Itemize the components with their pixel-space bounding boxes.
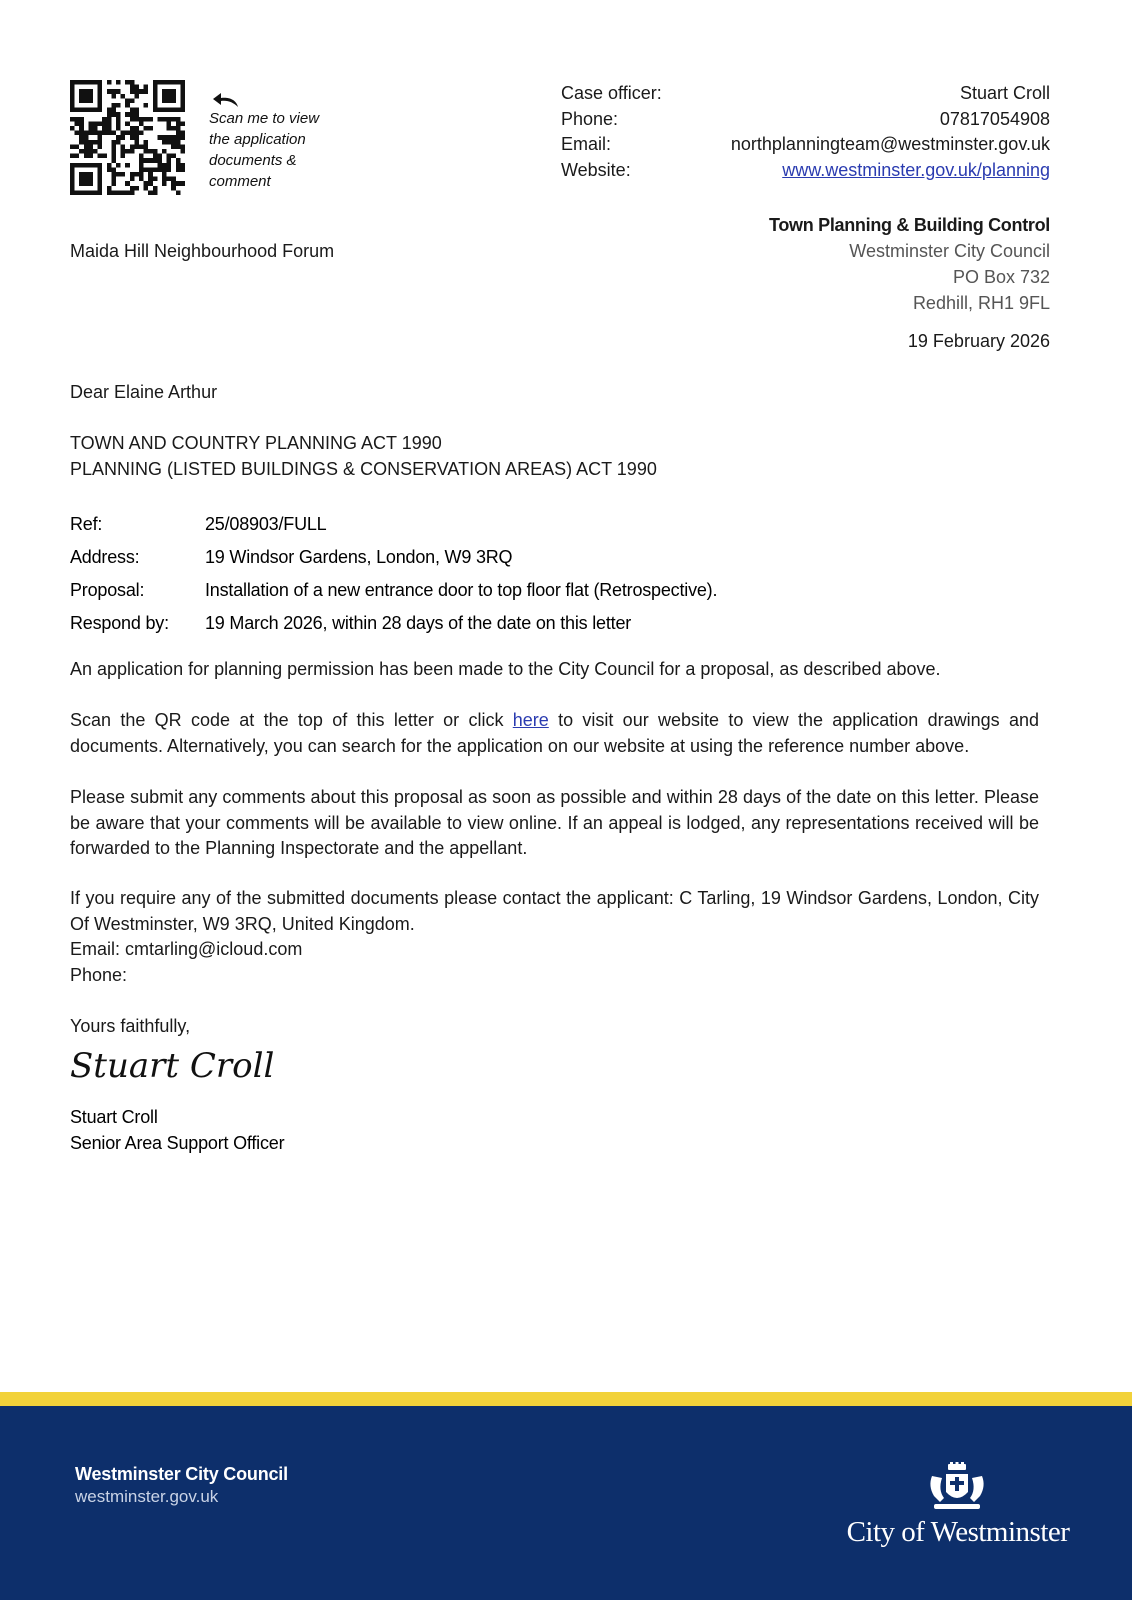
signer-block bbox=[70, 1104, 284, 1156]
letter-date: 19 February 2026 bbox=[907, 331, 1050, 351]
address-line: PO Box 732 bbox=[952, 267, 1050, 287]
department-title: Town Planning & Building Control bbox=[768, 215, 1050, 235]
detail-row-address bbox=[70, 541, 1050, 574]
footer-brand-wordmark: City of Westminster bbox=[846, 1516, 1070, 1548]
detail-value: 19 March 2026, within 28 days of the date on this letter bbox=[205, 613, 632, 633]
paragraph-text: Scan the QR code at the top of this letter or click bbox=[70, 710, 513, 730]
here-link[interactable]: here bbox=[512, 710, 549, 730]
signer-name: Stuart Croll bbox=[70, 1107, 158, 1127]
recipient: Maida Hill Neighbourhood Forum bbox=[70, 241, 335, 261]
act-line: TOWN AND COUNTRY PLANNING ACT 1990 bbox=[70, 433, 442, 453]
detail-value: Installation of a new entrance door to top floor flat (Retrospective). bbox=[205, 580, 718, 600]
qr-code[interactable] bbox=[70, 80, 185, 195]
qr-caption-line: the application bbox=[209, 131, 306, 148]
paragraph-applicant bbox=[70, 886, 1039, 988]
signature: Stuart Croll bbox=[70, 1046, 275, 1086]
signer-title: Senior Area Support Officer bbox=[70, 1133, 285, 1153]
contact-phone: 07817054908 bbox=[939, 108, 1050, 129]
department-address bbox=[769, 212, 1050, 316]
contact-row-case-officer bbox=[561, 81, 1050, 107]
detail-row-ref bbox=[70, 508, 1050, 541]
contact-email: northplanningteam@westminster.gov.uk bbox=[730, 134, 1050, 154]
closing: Yours faithfully, bbox=[70, 1016, 191, 1036]
curved-arrow-icon bbox=[212, 92, 240, 108]
contact-row-email bbox=[561, 132, 1050, 158]
detail-row-proposal bbox=[70, 574, 1050, 607]
contact-label: Case officer: bbox=[561, 83, 662, 103]
contact-row-phone bbox=[561, 107, 1050, 133]
case-officer-name: Stuart Croll bbox=[959, 83, 1050, 103]
acts-heading bbox=[70, 431, 657, 482]
paragraph-intro: An application for planning permission has been made to the City Council for a proposal, as described above. bbox=[70, 659, 941, 679]
contact-label: Phone: bbox=[561, 108, 619, 129]
detail-label: Ref: bbox=[70, 514, 103, 534]
paragraph-comments: Please submit any comments about this proposal as soon as possible and within 28 days of the date on this letter. Please be aware that your comments will be available to view online. If an appeal is lodged, any representations received will be forwarded to the Planning Inspectorate and the appellant. bbox=[70, 787, 1039, 858]
address-line: Redhill, RH1 9FL bbox=[912, 293, 1050, 313]
contact-details bbox=[561, 81, 1050, 183]
contact-label: Website: bbox=[561, 159, 631, 180]
detail-label: Respond by: bbox=[70, 613, 169, 633]
detail-row-respond-by bbox=[70, 607, 1050, 640]
paragraph-text: to visit our website to view the application drawings and documents. Alternatively, you can search for the application on our website at using the reference number above. bbox=[70, 710, 1039, 756]
qr-caption bbox=[209, 108, 349, 192]
website-link[interactable]: www.westminster.gov.uk/planning bbox=[782, 159, 1050, 180]
qr-caption-line: documents & bbox=[209, 152, 297, 169]
applicant-phone: Phone: bbox=[70, 964, 128, 985]
qr-caption-line: Scan me to view bbox=[209, 110, 320, 127]
applicant-contact: If you require any of the submitted documents please contact the applicant: C Tarling, 19 Windsor Gardens, London, City Of Westminster, W9 3RQ, United Kingdom. bbox=[70, 888, 1039, 934]
crest-icon bbox=[926, 1462, 988, 1512]
detail-value: 25/08903/FULL bbox=[205, 514, 327, 534]
contact-row-website bbox=[561, 158, 1050, 184]
detail-label: Proposal: bbox=[70, 580, 145, 600]
act-line: PLANNING (LISTED BUILDINGS & CONSERVATION AREAS) ACT 1990 bbox=[70, 458, 657, 479]
detail-value: 19 Windsor Gardens, London, W9 3RQ bbox=[205, 547, 513, 567]
footer-stripe bbox=[0, 1392, 1132, 1406]
contact-label: Email: bbox=[561, 134, 612, 154]
applicant-email: Email: cmtarling@icloud.com bbox=[70, 939, 303, 959]
address-line: Westminster City Council bbox=[849, 241, 1050, 261]
footer-website: westminster.gov.uk bbox=[75, 1487, 219, 1506]
detail-label: Address: bbox=[70, 547, 140, 567]
salutation: Dear Elaine Arthur bbox=[70, 382, 218, 402]
paragraph-view-documents bbox=[70, 708, 1039, 759]
footer-org-name: Westminster City Council bbox=[75, 1464, 288, 1484]
qr-caption-line: comment bbox=[209, 173, 271, 190]
application-details bbox=[70, 508, 1050, 640]
